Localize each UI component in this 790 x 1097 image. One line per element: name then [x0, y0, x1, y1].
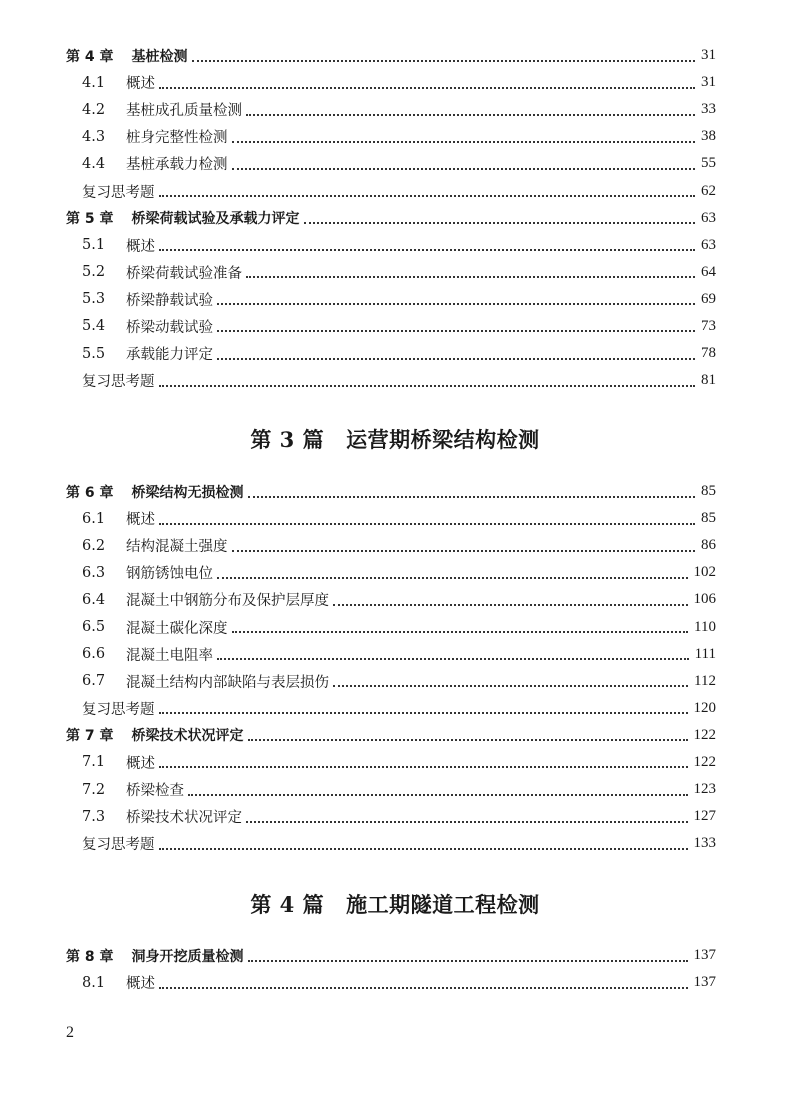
page-ref: 31	[701, 47, 716, 64]
dot-leader	[159, 87, 695, 89]
toc-entry-section[interactable]	[0, 232, 790, 259]
chapter-title: 桥梁结构无损检测	[131, 484, 244, 501]
toc-entry-section[interactable]	[0, 340, 790, 367]
section-number: 5.4	[82, 318, 106, 335]
review-title: 复习思考题	[82, 837, 155, 854]
section-title: 结构混凝土强度	[126, 539, 228, 556]
dot-leader	[217, 577, 688, 579]
section-number: 6.7	[82, 673, 106, 690]
chapter-number: 第 5 章	[66, 211, 114, 228]
page-ref: 63	[701, 209, 716, 226]
section-title: 桥梁检查	[126, 783, 184, 800]
chapter-title: 基桩检测	[131, 48, 188, 65]
page-ref: 38	[701, 128, 716, 145]
section-number: 8.1	[82, 974, 106, 991]
section-number: 6.1	[82, 510, 106, 527]
section-title: 基桩成孔质量检测	[126, 103, 242, 120]
dot-leader	[248, 496, 696, 498]
toc-entry-section[interactable]	[0, 559, 790, 586]
dot-leader	[304, 222, 696, 224]
section-title: 钢筋锈蚀电位	[126, 566, 213, 583]
section-title: 概述	[126, 512, 155, 529]
page-ref: 106	[693, 591, 716, 608]
section-number: 7.2	[82, 781, 106, 798]
dot-leader	[232, 550, 696, 552]
page-ref: 133	[693, 835, 716, 852]
chapter-number: 第 4 章	[66, 48, 114, 65]
toc-entry-section[interactable]	[0, 776, 790, 803]
chapter-title: 桥梁技术状况评定	[131, 728, 244, 745]
dot-leader	[159, 987, 688, 989]
toc-entry-review[interactable]	[0, 367, 790, 394]
toc-entry-section[interactable]	[0, 749, 790, 776]
toc-entry-review[interactable]	[0, 830, 790, 857]
toc-entry-section[interactable]	[0, 532, 790, 559]
part-heading-3	[0, 424, 790, 454]
page-ref: 31	[701, 74, 716, 91]
toc-entry-chapter[interactable]	[0, 478, 790, 505]
page-ref: 55	[701, 155, 716, 172]
chapter-title: 洞身开挖质量检测	[131, 948, 244, 965]
dot-leader	[246, 114, 695, 116]
dot-leader	[232, 168, 696, 170]
section-title: 概述	[126, 976, 155, 993]
section-number: 5.2	[82, 264, 106, 281]
chapter-title: 桥梁荷载试验及承载力评定	[131, 211, 300, 228]
dot-leader	[192, 60, 696, 62]
page-ref: 110	[694, 618, 716, 635]
section-number: 5.3	[82, 291, 106, 308]
section-title: 概述	[126, 238, 155, 255]
section-title: 概述	[126, 76, 155, 93]
chapter-number: 第 7 章	[66, 728, 114, 745]
dot-leader	[217, 658, 689, 660]
page-number: 2	[66, 1024, 74, 1041]
toc-entry-section[interactable]	[0, 641, 790, 668]
dot-leader	[232, 141, 696, 143]
page-ref: 111	[694, 645, 716, 662]
page-ref: 137	[693, 974, 716, 991]
toc-entry-section[interactable]	[0, 969, 790, 996]
toc-entry-section[interactable]	[0, 150, 790, 177]
section-number: 4.4	[82, 155, 106, 172]
toc-entry-section[interactable]	[0, 96, 790, 123]
dot-leader	[159, 195, 696, 197]
page-ref: 86	[701, 537, 716, 554]
dot-leader	[159, 385, 696, 387]
dot-leader	[159, 766, 688, 768]
page-ref: 69	[701, 290, 716, 307]
page-ref: 81	[701, 372, 716, 389]
toc-block-part4	[0, 942, 790, 996]
section-title: 基桩承载力检测	[126, 157, 228, 174]
part-title: 运营期桥梁结构检测	[346, 427, 540, 452]
toc-entry-section[interactable]	[0, 313, 790, 340]
section-number: 5.5	[82, 345, 106, 362]
dot-leader	[159, 523, 695, 525]
part-title: 施工期隧道工程检测	[346, 892, 540, 917]
page-ref: 120	[693, 699, 716, 716]
toc-block-part3	[0, 478, 790, 857]
dot-leader	[159, 249, 695, 251]
review-title: 复习思考题	[82, 701, 155, 718]
toc-entry-chapter[interactable]	[0, 942, 790, 969]
part-number: 第 4 篇	[250, 892, 325, 917]
section-number: 6.2	[82, 537, 106, 554]
section-title: 混凝土电阻率	[126, 647, 213, 664]
toc-entry-section[interactable]	[0, 668, 790, 695]
dot-leader	[217, 358, 695, 360]
page-ref: 137	[693, 947, 716, 964]
dot-leader	[248, 960, 688, 962]
toc-entry-review[interactable]	[0, 695, 790, 722]
toc-entry-chapter[interactable]	[0, 205, 790, 232]
page-ref: 63	[701, 236, 716, 253]
section-number: 5.1	[82, 237, 106, 254]
page-ref: 102	[693, 564, 716, 581]
page-ref: 33	[701, 101, 716, 118]
section-number: 7.1	[82, 754, 106, 771]
dot-leader	[232, 631, 689, 633]
section-title: 桥梁动载试验	[126, 319, 213, 336]
toc-entry-section[interactable]	[0, 259, 790, 286]
toc-entry-section[interactable]	[0, 69, 790, 96]
section-title: 混凝土结构内部缺陷与表层损伤	[126, 674, 329, 691]
section-number: 4.3	[82, 128, 106, 145]
section-title: 桥梁技术状况评定	[126, 810, 242, 827]
page-ref: 85	[701, 510, 716, 527]
dot-leader	[217, 330, 695, 332]
toc-entry-section[interactable]	[0, 286, 790, 313]
toc-entry-section[interactable]	[0, 505, 790, 532]
toc-entry-section[interactable]	[0, 586, 790, 613]
dot-leader	[217, 303, 695, 305]
page-ref: 122	[693, 753, 716, 770]
page-ref: 64	[701, 263, 716, 280]
toc-entry-section[interactable]	[0, 123, 790, 150]
page-ref: 122	[693, 726, 716, 743]
page-ref: 112	[694, 672, 716, 689]
toc-block-part2-tail	[0, 42, 790, 394]
dot-leader	[333, 604, 688, 606]
section-title: 混凝土中钢筋分布及保护层厚度	[126, 593, 329, 610]
chapter-number: 第 6 章	[66, 484, 114, 501]
page-ref: 127	[693, 808, 716, 825]
section-title: 桥梁荷载试验准备	[126, 265, 242, 282]
dot-leader	[248, 739, 688, 741]
dot-leader	[159, 712, 688, 714]
page-ref: 123	[693, 781, 716, 798]
section-number: 6.4	[82, 591, 106, 608]
dot-leader	[159, 848, 688, 850]
section-title: 承载能力评定	[126, 347, 213, 364]
section-title: 桩身完整性检测	[126, 130, 228, 147]
section-title: 概述	[126, 755, 155, 772]
dot-leader	[333, 685, 688, 687]
toc-entry-section[interactable]	[0, 803, 790, 830]
dot-leader	[246, 821, 688, 823]
section-number: 7.3	[82, 808, 106, 825]
section-number: 6.5	[82, 619, 106, 636]
review-title: 复习思考题	[82, 184, 155, 201]
page-ref: 73	[701, 317, 716, 334]
toc-entry-chapter[interactable]	[0, 722, 790, 749]
toc-entry-chapter[interactable]	[0, 42, 790, 69]
toc-entry-review[interactable]	[0, 177, 790, 204]
part-number: 第 3 篇	[250, 427, 325, 452]
review-title: 复习思考题	[82, 374, 155, 391]
chapter-number: 第 8 章	[66, 948, 114, 965]
page-ref: 85	[701, 483, 716, 500]
section-number: 6.3	[82, 564, 106, 581]
part-heading-4	[0, 889, 790, 919]
page-ref: 62	[701, 182, 716, 199]
section-title: 桥梁静载试验	[126, 292, 213, 309]
page-ref: 78	[701, 345, 716, 362]
section-number: 6.6	[82, 646, 106, 663]
section-title: 混凝土碳化深度	[126, 620, 228, 637]
section-number: 4.1	[82, 74, 106, 91]
dot-leader	[188, 794, 688, 796]
section-number: 4.2	[82, 101, 106, 118]
dot-leader	[246, 276, 695, 278]
toc-entry-section[interactable]	[0, 613, 790, 640]
